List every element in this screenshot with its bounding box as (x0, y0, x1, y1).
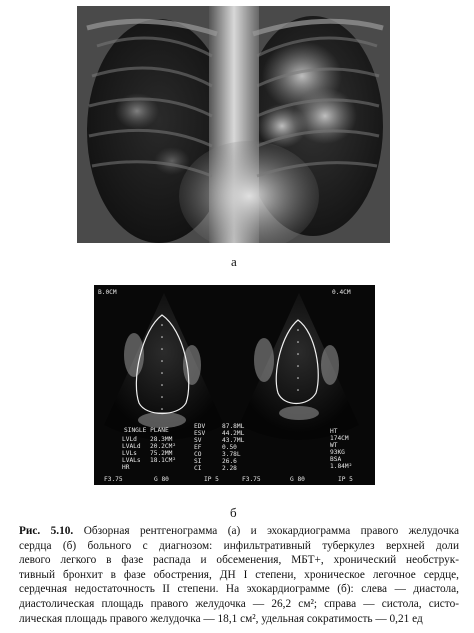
echo-metric-value: 75.2MM (150, 450, 173, 457)
echo-volume-label: ESV (194, 430, 206, 437)
echo-metric-label: HR (122, 464, 130, 471)
echo-volume-value: 0.50 (222, 444, 237, 451)
echo-volume-label: SV (194, 437, 202, 444)
echo-patient-label: 174CM (330, 435, 349, 442)
caption-line-text: Обзорная рентгенограмма (а) и эхокардиограмма правого желудочка (83, 525, 460, 537)
echo-footer-freq-right: F3.75 (242, 476, 261, 483)
caption-line: диастолическая площадь правого желудочка — 26,2 см²; справа — систола, систо- (19, 597, 459, 610)
echo-metric-value: 18.1CM² (150, 457, 177, 464)
caption-line: сердечная недостаточность II степени. На эхокардиограмме (б): слева — диастола, (19, 583, 459, 596)
echo-metric-value: 20.2CM² (150, 443, 177, 450)
echo-volume-value: 43.7ML (222, 437, 245, 444)
caption-line: тивный бронхит в фазе обострения, ДН I степени, хроническое легочное сердце, (19, 568, 459, 581)
caption-line (19, 524, 459, 539)
echo-patient-label: HT (330, 428, 338, 435)
echo-header-right: 0.4CM (332, 289, 351, 296)
caption-line: левого легкого в фазе распада и обсеменения, МБТ+, хронический необструк- (19, 554, 459, 567)
echo-patient-label: 93KG (330, 449, 345, 456)
echo-patient-label: BSA (330, 456, 342, 463)
figure-caption (19, 524, 459, 626)
chest-xray-image (77, 6, 390, 243)
echo-patient-label: 1.84M² (330, 463, 353, 470)
echo-patient-label: WT (330, 442, 338, 449)
echo-metric-label: LVLd (122, 436, 137, 443)
echo-volume-value: 44.2ML (222, 430, 245, 437)
caption-line: лическая площадь правого желудочка — 18,1 см², удельная сократимость — 0,21 ед (19, 612, 423, 625)
figure-number: Рис. 5.10. (19, 525, 74, 537)
echo-footer-gain: G 80 (154, 476, 169, 483)
echo-footer-ip: IP 5 (204, 476, 219, 483)
echo-volume-label: EDV (194, 423, 206, 430)
echo-metric-label: LVLs (122, 450, 137, 457)
caption-line: сердца (б) больного с диагнозом: инфильтративный туберкулез верхней доли (19, 539, 459, 552)
echo-footer-ip-right: IP 5 (338, 476, 353, 483)
echo-volume-value: 3.78L (222, 451, 241, 458)
echo-footer-gain-right: G 80 (290, 476, 305, 483)
echo-metric-label: LVALd (122, 443, 141, 450)
echo-volume-value: 87.8ML (222, 423, 245, 430)
echo-footer-freq: F3.75 (104, 476, 123, 483)
echo-volume-value: 2.28 (222, 465, 237, 472)
echo-metric-label: LVALs (122, 457, 141, 464)
echo-mode: SINGLE PLANE (124, 427, 169, 434)
panel-a-label: а (231, 254, 237, 269)
echo-metric-value: 28.3MM (150, 436, 173, 443)
echo-volume-label: CO (194, 451, 202, 458)
echo-header-left: B.0CM (98, 289, 117, 296)
echo-volume-value: 26.6 (222, 458, 237, 465)
echocardiogram-image (94, 285, 375, 485)
echo-volume-label: CI (194, 465, 202, 472)
panel-b-label: б (230, 505, 237, 520)
echo-volume-label: EF (194, 444, 202, 451)
echo-volume-label: SI (194, 458, 202, 465)
